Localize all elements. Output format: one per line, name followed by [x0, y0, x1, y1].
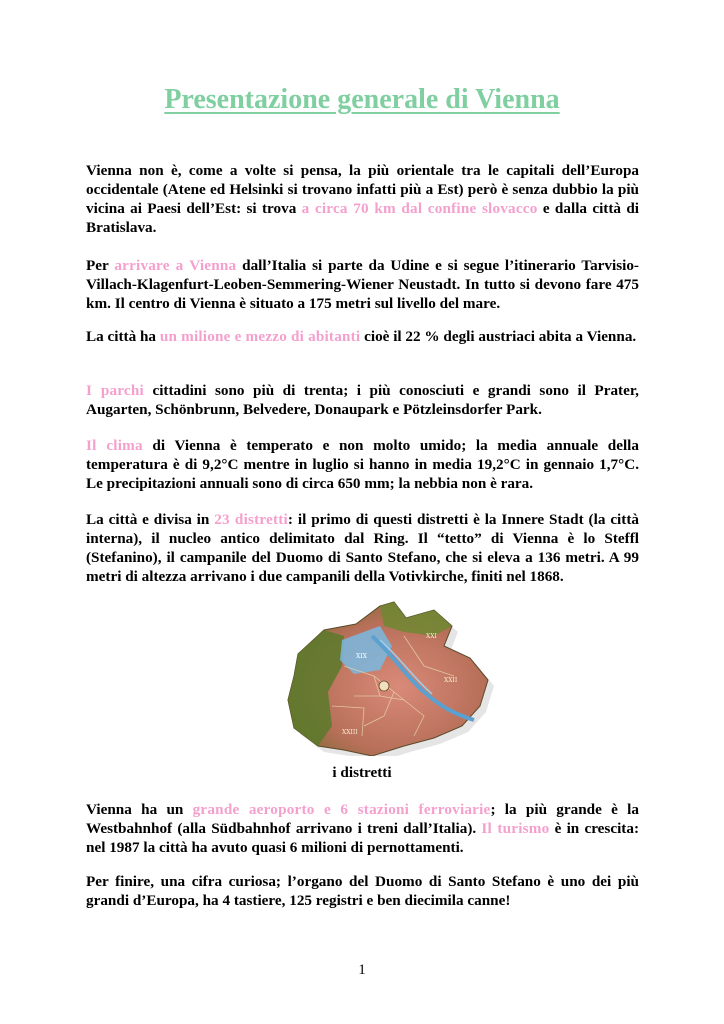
- paragraph-organ: [86, 872, 639, 910]
- text-segment: cittadini sono più di trenta; i più conosciuti e grandi sono il Prater, Augarten, Schönbrunn, Belvedere, Donaupark e Pötzleinsdorfer Park.: [86, 382, 639, 418]
- text-segment: cioè il 22 % degli austriaci abita a Vienna.: [360, 328, 637, 345]
- text-segment: ; la più grande è la Westbahnhof (alla Südbahnhof arrivano i treni dall’Italia).: [86, 801, 639, 837]
- highlighted-phrase: Il clima: [86, 437, 143, 454]
- text-segment: dall’Italia si parte da Udine e si segue l’itinerario Tarvisio-Villach-Klagenfurt-Leoben-Semmering-Wiener Neustadt. In tutto si devono fare 475 km. Il centro di Vienna è situato a 175 metri sul livello del mare.: [86, 257, 639, 312]
- text-segment: Vienna non è, come a volte si pensa, la più orientale tra le capitali dell’Europa occidentale (Atene ed Helsinki si trovano infatti più a Est) però è senza dubbio la più vicina ai Paesi dell’Est: si trova: [86, 162, 639, 217]
- highlighted-phrase: a circa 70 km dal confine slovacco: [301, 200, 538, 217]
- paragraph-location: [86, 161, 639, 237]
- highlighted-phrase: un milione e mezzo di abitanti: [159, 328, 361, 345]
- text-segment: e dalla città di Bratislava.: [86, 200, 639, 236]
- text-segment: : il primo di questi distretti è la Innere Stadt (la città interna), il nucleo antico delimitato dal Ring. Il “tetto” di Vienna è lo Steffl (Stefanino), il campanile del Duomo di Santo Stefano, che si eleva a 136 metri. A 99 metri di altezza arrivano i due campanili della Votivkirche, finiti nel 1868.: [86, 511, 639, 585]
- text-segment: La città ha: [86, 328, 160, 345]
- highlighted-phrase: grande aeroporto e 6 stazioni ferroviarie: [192, 801, 491, 818]
- highlighted-phrase: arrivare a Vienna: [114, 257, 237, 274]
- district-label: XIX: [356, 653, 367, 660]
- text-segment: Per finire, una cifra curiosa; l’organo del Duomo di Santo Stefano è uno dei più grandi d’Europa, ha 4 tastiere, 125 registri e ben diecimila canne!: [86, 873, 639, 909]
- districts-map: [284, 596, 494, 756]
- highlighted-phrase: Il turismo: [481, 820, 550, 837]
- district-label: XXIII: [342, 729, 358, 736]
- page-number: 1: [358, 962, 366, 978]
- paragraph-population: [86, 327, 639, 346]
- page-title: Presentazione generale di Vienna: [164, 84, 560, 115]
- highlighted-phrase: I parchi: [86, 382, 144, 399]
- vienna-map-image: [284, 596, 494, 756]
- text-segment: Per: [86, 257, 115, 274]
- map-caption: i distretti: [332, 764, 392, 781]
- district-label: XXII: [444, 677, 458, 684]
- district-label: XXI: [426, 633, 437, 640]
- highlighted-phrase: 23 distretti: [214, 511, 288, 528]
- text-segment: è in crescita: nel 1987 la città ha avuto quasi 6 milioni di pernottamenti.: [86, 820, 640, 856]
- text-segment: di Vienna è temperato e non molto umido; la media annuale della temperatura è di 9,2°C mentre in luglio si hanno in media 19,2°C in gennaio 1,7°C. Le precipitazioni annuali sono di circa 650 mm; la nebbia non è rara.: [86, 437, 639, 492]
- paragraph-parks: [86, 381, 639, 419]
- paragraph-transport: [86, 800, 639, 857]
- text-segment: Vienna ha un: [86, 801, 193, 818]
- text-segment: La città e divisa in: [86, 511, 215, 528]
- paragraph-districts: [86, 510, 639, 586]
- paragraph-arrival: [86, 256, 639, 313]
- paragraph-climate: [86, 436, 639, 493]
